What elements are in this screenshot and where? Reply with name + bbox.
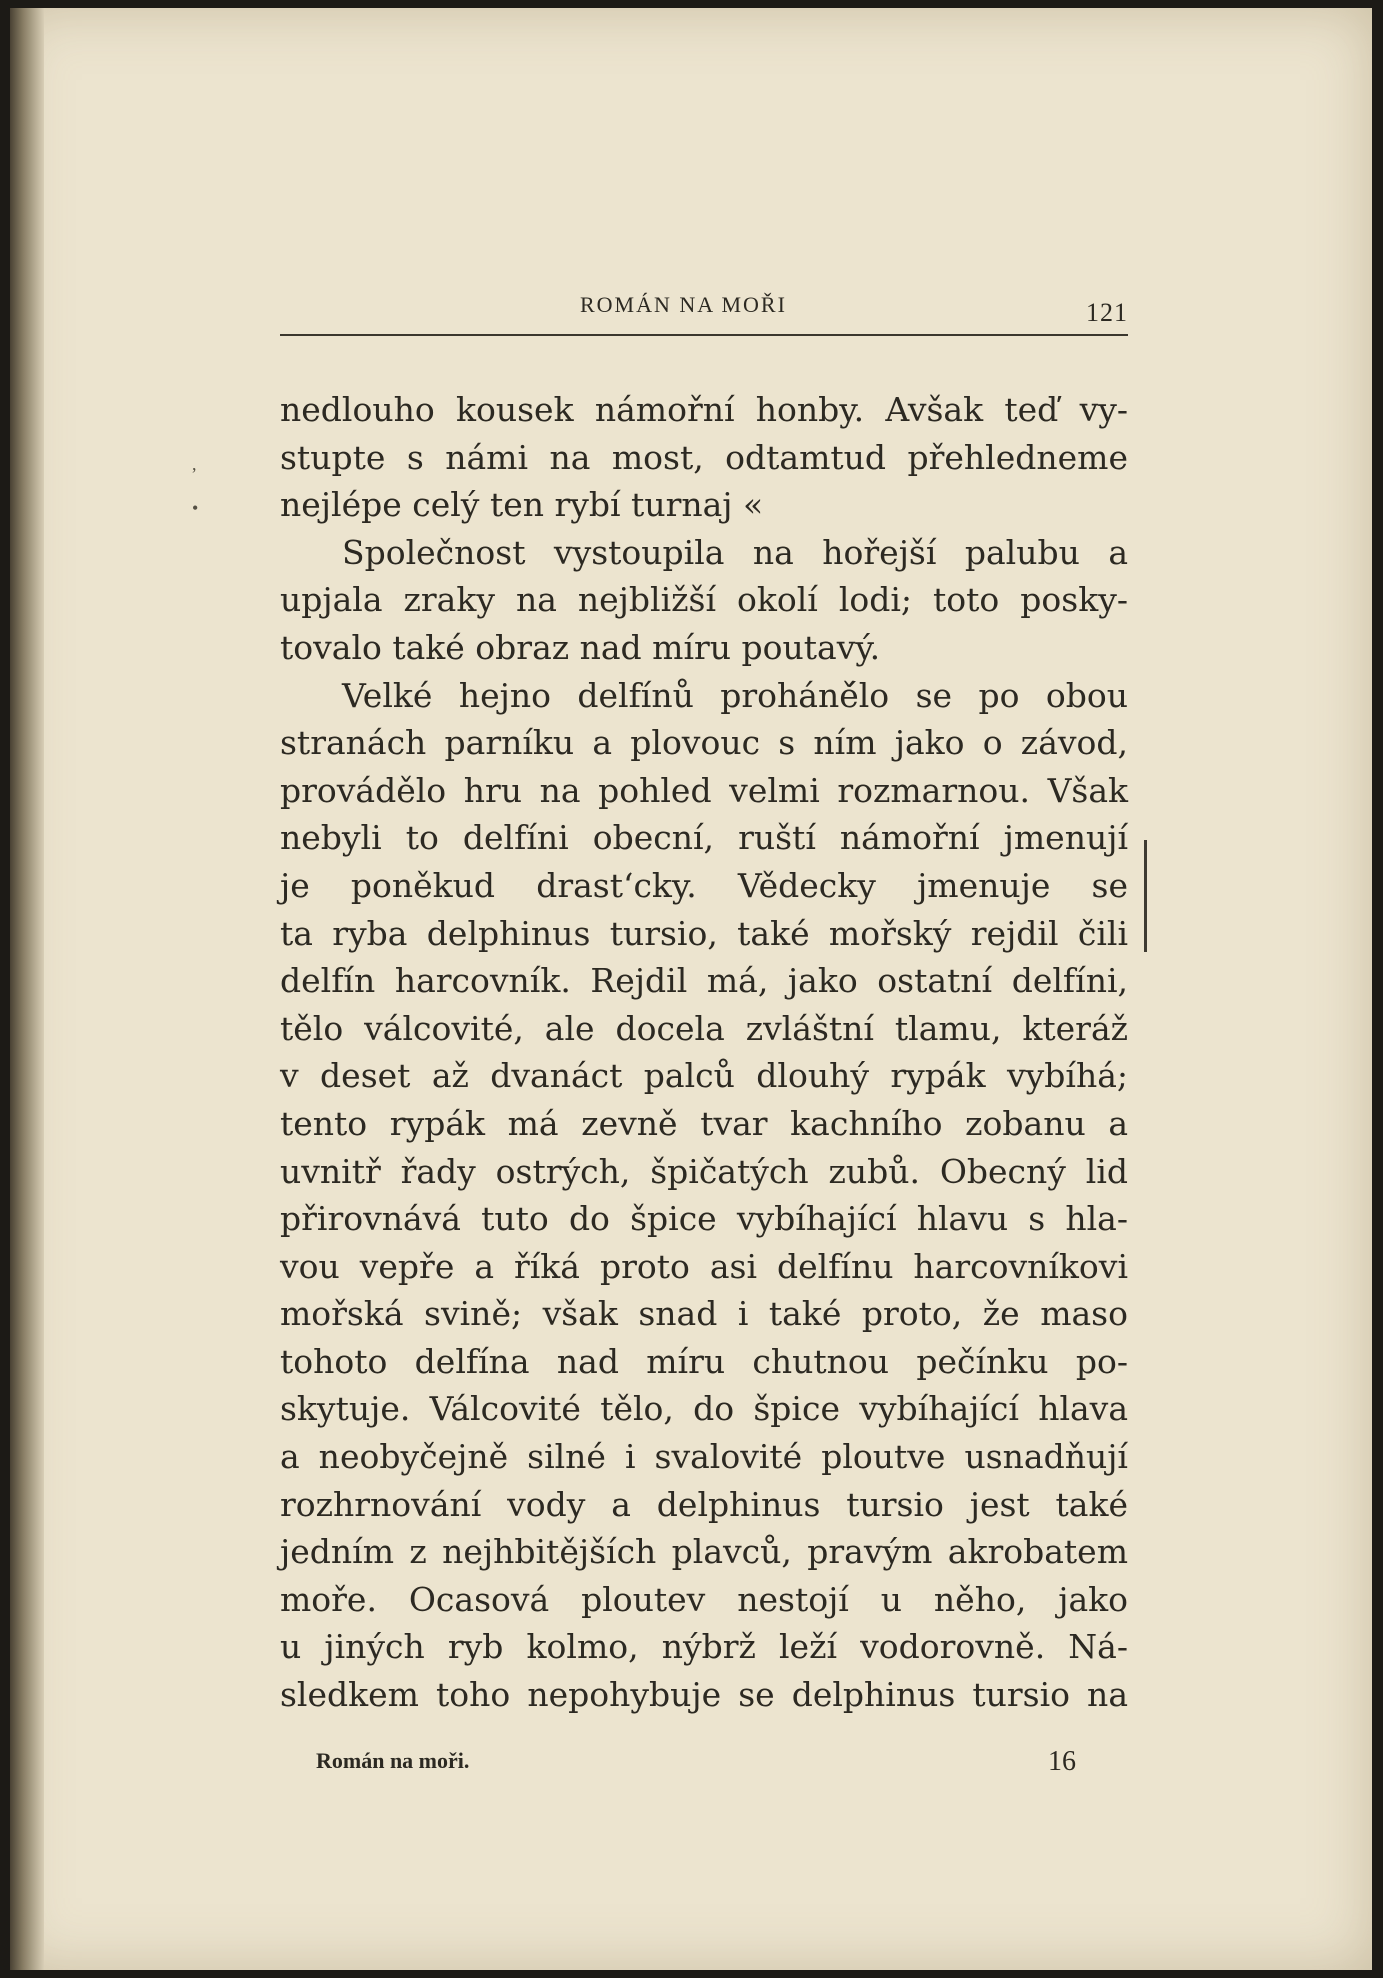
text-line: mořská svině; však snad i také proto, že maso — [280, 1294, 1128, 1334]
text-line: uvnitř řady ostrých, špičatých zubů. Obecný lid — [280, 1151, 1128, 1191]
text-line: nedlouho kousek námořní honby. Avšak teď vy- — [280, 390, 1128, 429]
page-number: 121 — [1086, 298, 1128, 327]
text-line: ta ryba delphinus tursio, také mořský rejdil čili — [280, 913, 1128, 953]
text-line: jedním z nejhbitějších plavců, pravým akrobatem — [280, 1532, 1128, 1572]
book-page — [10, 8, 1372, 1970]
text-line: tovalo také obraz nad míru poutavý. — [280, 627, 881, 667]
text-line: je poněkud drast‘cky. Vědecky jmenuje se — [280, 865, 1128, 905]
text-line: přirovnává tuto do špice vybíhající hlavu s hla- — [280, 1199, 1128, 1239]
text-line: moře. Ocasová ploutev nestojí u něho, jako — [280, 1579, 1128, 1619]
text-line: stupte s námi na most, odtamtud přehledneme — [280, 437, 1128, 477]
signature-number: 16 — [1048, 1746, 1076, 1777]
running-title: ROMÁN NA MOŘI — [580, 292, 787, 317]
text-line: nejlépe celý ten rybí turnaj « — [280, 485, 764, 525]
body-text — [280, 386, 1128, 1719]
text-line: tohoto delfína nad míru chutnou pečínku po- — [280, 1341, 1128, 1381]
text-line: provádělo hru na pohled velmi rozmarnou. Však — [280, 770, 1128, 810]
text-line: upjala zraky na nejbližší okolí lodi; toto posky- — [280, 580, 1128, 620]
text-line: tento rypák má zevně tvar kachního zobanu a — [280, 1103, 1128, 1143]
running-head — [280, 292, 1128, 332]
page-footer — [316, 1748, 1076, 1784]
text-line: vou vepře a říká proto asi delfínu harcovníkovi — [280, 1246, 1128, 1286]
text-line: stranách parníku a plovouc s ním jako o závod, — [280, 723, 1128, 763]
text-line: Společnost vystoupila na hořejší palubu a — [342, 532, 1128, 572]
text-line: tělo válcovité, ale docela zvláštní tlamu, kteráž — [280, 1008, 1128, 1048]
text-line: v deset až dvanáct palců dlouhý rypák vybíhá; — [280, 1056, 1128, 1096]
signature-mark: Román na moři. — [316, 1748, 470, 1773]
text-line: rozhrnování vody a delphinus tursio jest také — [280, 1484, 1128, 1524]
margin-mark: • — [192, 498, 199, 518]
margin-mark: , — [192, 454, 197, 474]
book-spine — [10, 8, 44, 1970]
text-line: Velké hejno delfínů proháně́lo se po obou — [342, 675, 1128, 715]
header-rule — [280, 334, 1128, 336]
text-line: a neobyčejně silné i svalovité ploutve usnadňují — [280, 1437, 1128, 1477]
text-line: delfín harcovník. Rejdil má, jako ostatní delfíni, — [280, 961, 1128, 1001]
text-line: u jiných ryb kolmo, nýbrž leží vodorovně. Ná- — [280, 1627, 1128, 1667]
text-line: nebyli to delfíni obecní, ruští námořní jmenují — [280, 818, 1128, 858]
text-line: sledkem toho nepohybuje se delphinus tursio na — [280, 1675, 1128, 1715]
margin-bracket — [1144, 840, 1153, 952]
text-line: skytuje. Válcovité tělo, do špice vybíhající hlava — [280, 1389, 1128, 1429]
